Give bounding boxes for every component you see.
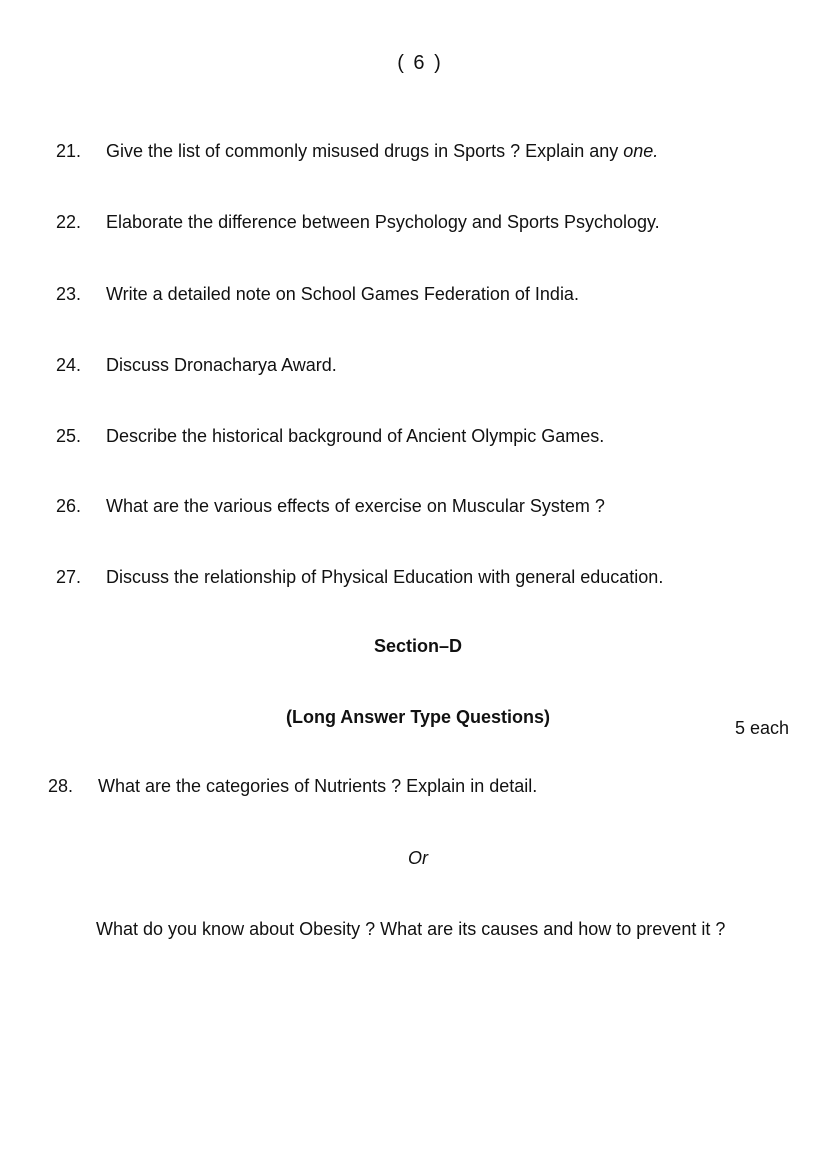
question-number: 27. — [56, 567, 82, 587]
alternative-question-text: What do you know about Obesity ? What are its causes and how to prevent it ? — [96, 919, 726, 939]
question-28 — [48, 775, 768, 797]
question-number: 25. — [56, 426, 82, 446]
question-number: 21. — [56, 141, 82, 161]
question-26 — [56, 495, 776, 517]
question-emphasis: one. — [623, 141, 659, 161]
question-24 — [56, 354, 776, 376]
section-subtitle: (Long Answer Type Questions) — [285, 707, 550, 727]
question-27 — [56, 566, 776, 588]
question-25 — [56, 425, 776, 447]
question-text: Discuss Dronacharya Award. — [106, 355, 337, 375]
question-text: Discuss the relationship of Physical Education with general education. — [106, 567, 664, 587]
question-text: What are the categories of Nutrients ? Explain in detail. — [98, 776, 538, 796]
question-text: Give the list of commonly misused drugs in Sports ? Explain any — [106, 141, 624, 161]
question-23 — [56, 283, 776, 305]
question-22 — [56, 211, 776, 233]
question-text: Elaborate the difference between Psychology and Sports Psychology. — [106, 212, 660, 232]
question-text: Describe the historical background of Ancient Olympic Games. — [106, 426, 605, 446]
question-number: 26. — [56, 496, 82, 516]
marks-label: 5 each — [734, 718, 789, 738]
question-text: What are the various effects of exercise on Muscular System ? — [106, 496, 605, 516]
question-number: 23. — [56, 284, 82, 304]
question-number: 28. — [48, 776, 74, 796]
question-21 — [56, 140, 776, 162]
page-number: ( 6 ) — [397, 52, 443, 74]
question-number: 22. — [56, 212, 82, 232]
or-label: Or — [408, 848, 428, 868]
question-text: Write a detailed note on School Games Federation of India. — [106, 284, 579, 304]
section-title: Section–D — [373, 636, 463, 656]
question-number: 24. — [56, 355, 82, 375]
